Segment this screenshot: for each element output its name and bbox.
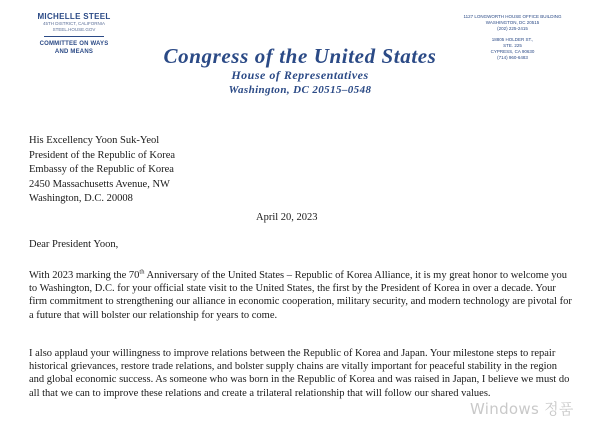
dc-office-line-3: (202) 225-2415 [497, 26, 528, 31]
letterhead-right-block [445, 14, 580, 61]
dc-office-line-2: WASHINGTON, DC 20515 [485, 20, 540, 25]
salutation: Dear President Yoon, [29, 239, 119, 250]
address-line-2: President of the Republic of Korea [29, 149, 176, 161]
district-office-line-1: 18805 HOLDER ST., [491, 37, 534, 42]
city-heading: Washington, DC 20515–0548 [228, 84, 372, 96]
address-line-5: Washington, D.C. 20008 [29, 193, 133, 204]
member-website: STEEL.HOUSE.GOV [52, 27, 96, 32]
district-office-line-2: STE. 225 [503, 43, 522, 48]
paragraph-1 [29, 269, 574, 322]
member-district: 45TH DISTRICT, CALIFORNIA [42, 21, 105, 26]
letterhead-left-block [18, 12, 130, 56]
committee-line-2: AND MEANS [54, 49, 94, 55]
paragraph-1-superscript: th [139, 268, 145, 276]
paragraph-1-rest: Anniversary of the United States – Republic of Korea Alliance, it is my great honor to welcome you to Washington, D.C. for your official state visit to the United States, the first by the President of Korea in over a decade. Your firm commitment to strengthening our alliance in economic cooperation, military security, and modern technology are pivotal for a future that will bolster our relationship for years to come. [29, 270, 572, 321]
letter-date: April 20, 2023 [256, 212, 318, 223]
windows-activation-watermark: Windows 정품 [470, 400, 574, 418]
letterhead-center-block [150, 44, 450, 97]
congress-heading: Congress of the United States [163, 44, 437, 68]
member-name: MICHELLE STEEL [37, 12, 111, 21]
house-heading: House of Representatives [231, 68, 369, 82]
paragraph-1-start: With 2023 marking the 70 [29, 270, 140, 281]
address-line-3: Embassy of the Republic of Korea [29, 164, 174, 175]
paragraph-2: I also applaud your willingness to improve relations between the Republic of Korea and Japan. Your milestone steps to repair historical grievances, restore trade relations, and bolster supply chains are vitally important for peaceful stability in the region and global economic success. As someone who was born in the Republic of Korea and was raised in Japan, I believe we must do all that we can to improve these relations and create a trilateral relationship that will follow our shared values. [29, 348, 570, 399]
committee-line-1: COMMITTEE ON WAYS [39, 41, 109, 47]
address-line-1: His Excellency Yoon Suk-Yeol [29, 135, 160, 146]
district-office-line-3: CYPRESS, CA 90630 [490, 49, 535, 54]
letterhead-divider [44, 36, 104, 37]
dc-office-line-1: 1127 LONGWORTH HOUSE OFFICE BUILDING [463, 14, 562, 19]
recipient-address [29, 134, 329, 207]
address-line-4: 2450 Massachusetts Avenue, NW [29, 178, 170, 190]
district-office-line-4: (714) 960-6483 [497, 55, 528, 60]
